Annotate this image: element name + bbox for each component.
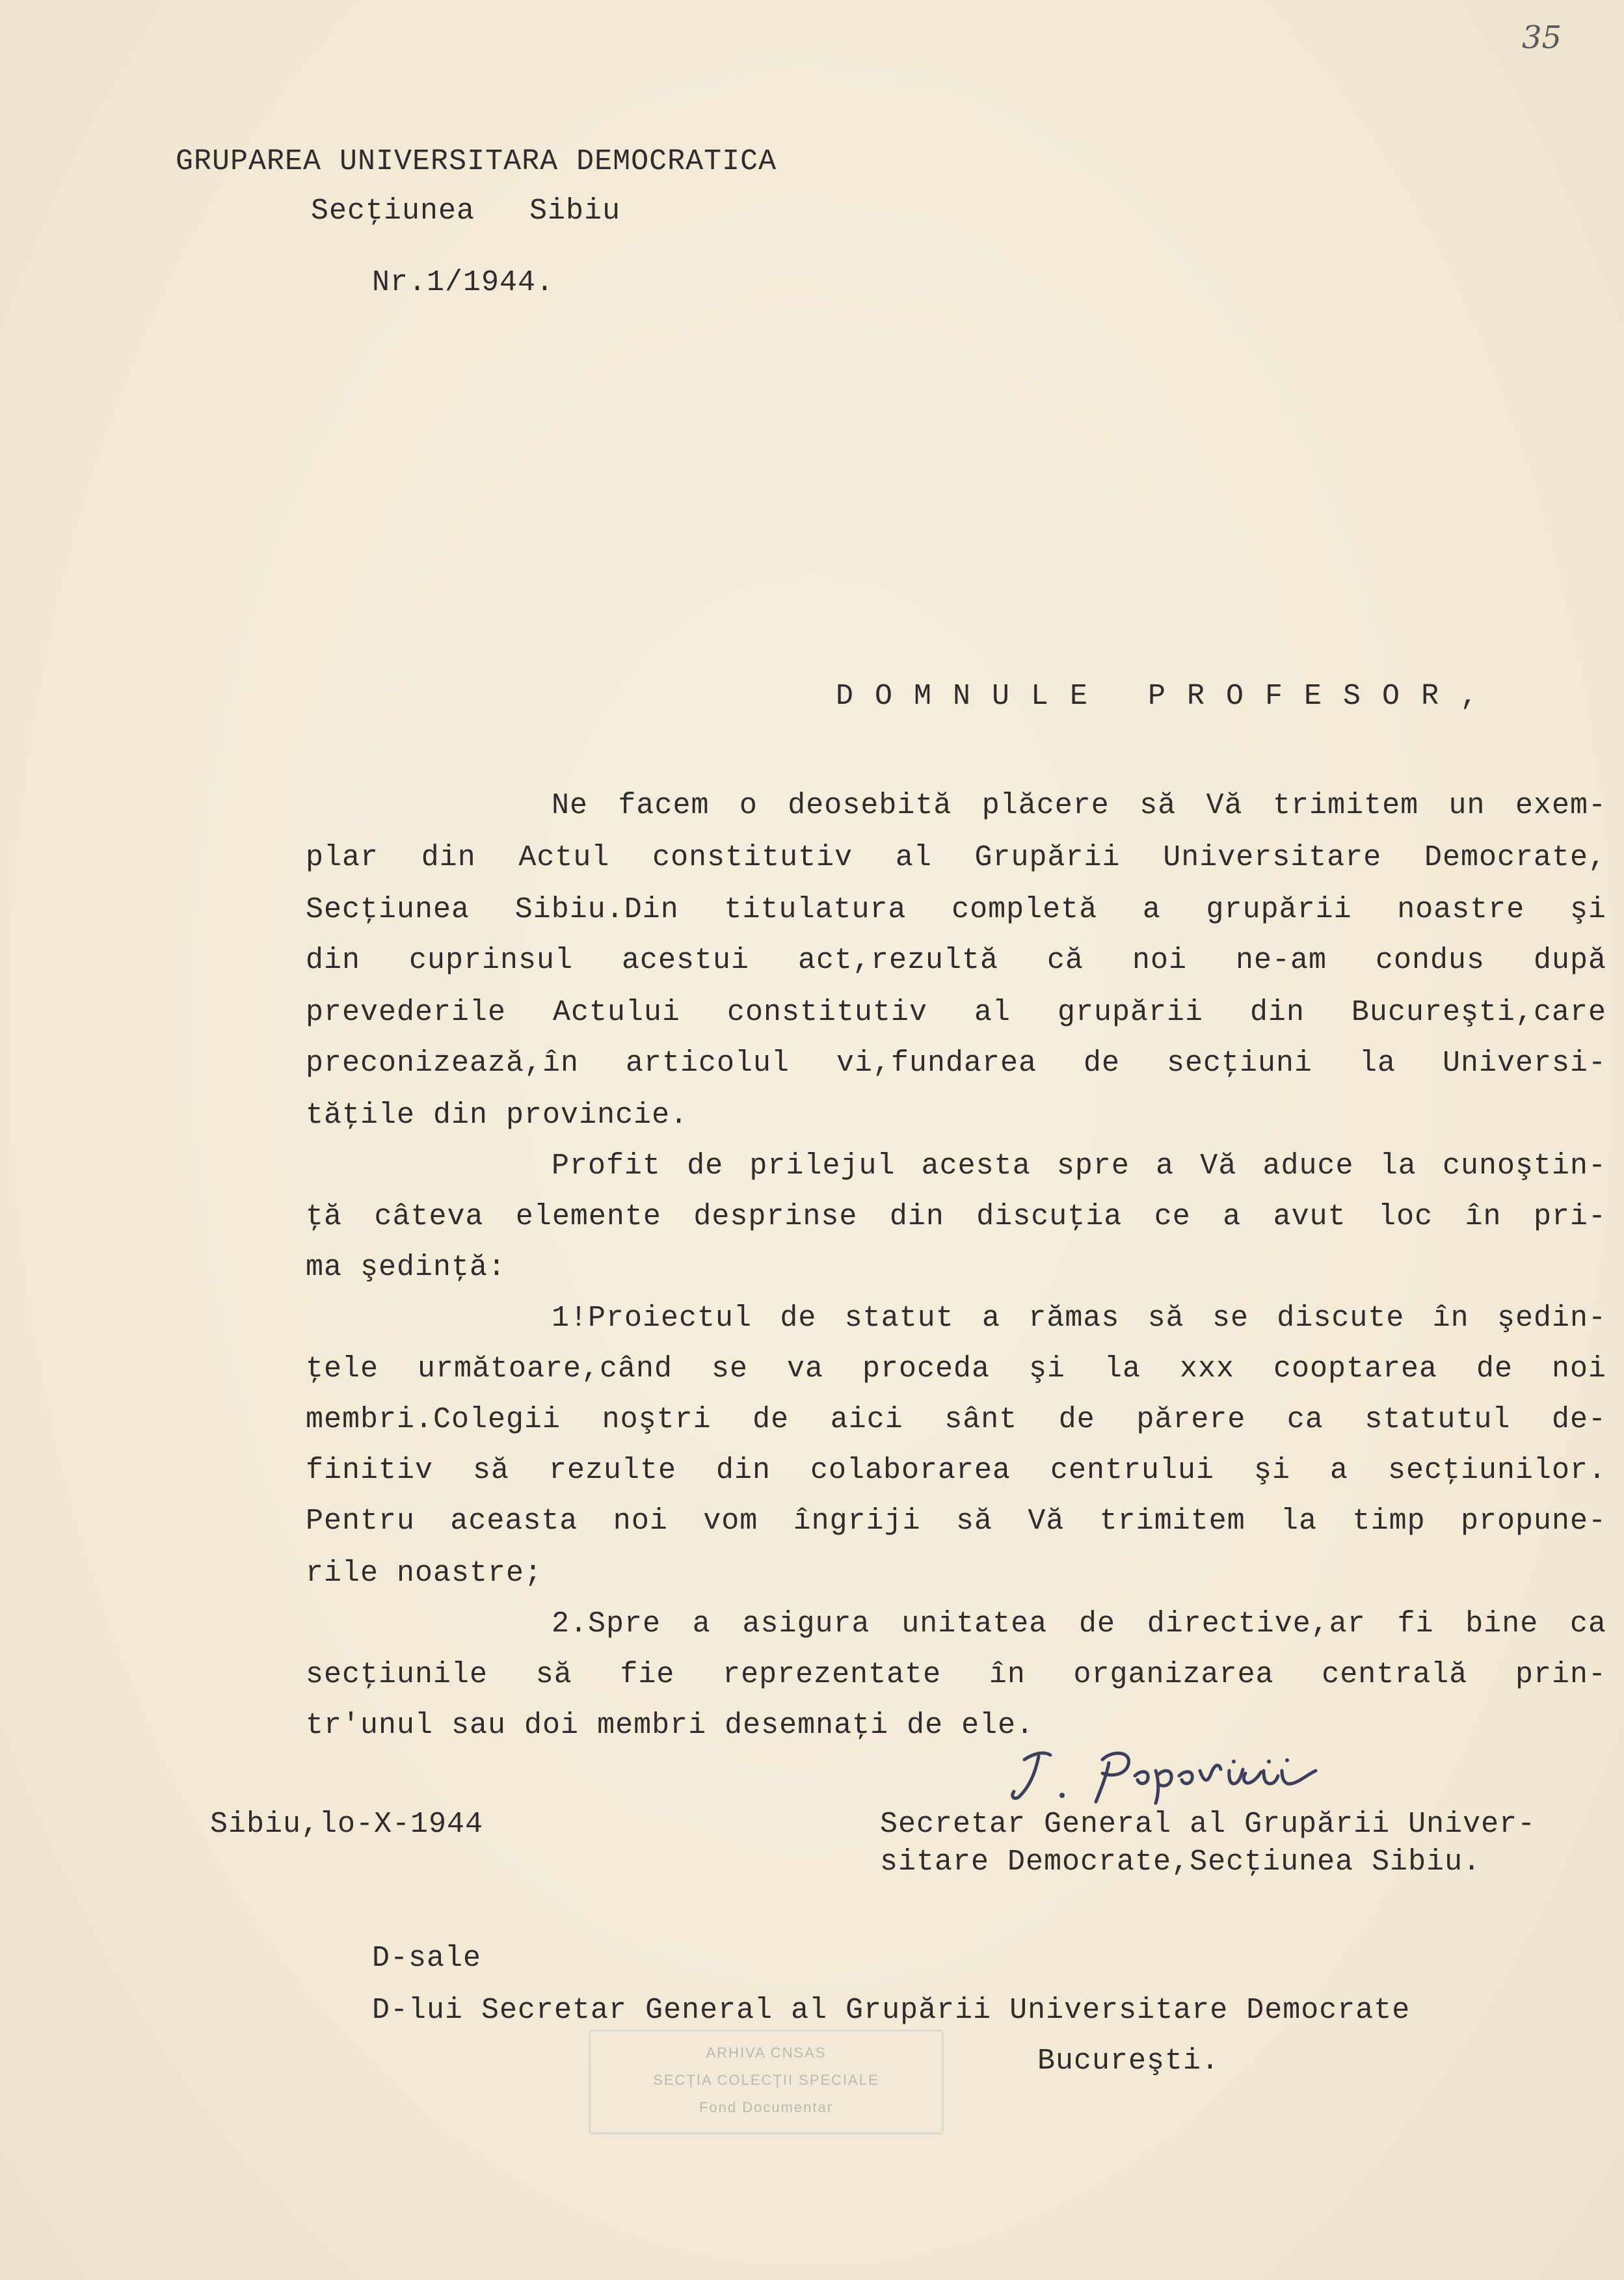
body-line: tăţile din provincie.: [306, 1099, 689, 1132]
body-line: 1!Proiectul de statut a rămas să se discute în şedin-: [552, 1302, 1606, 1335]
body-line: preconizează,în articolul vi,fundarea de secţiuni la Universi-: [306, 1047, 1606, 1080]
body-line: Ne facem o deosebită plăcere să Vă trimitem un exem-: [552, 789, 1606, 822]
body-line: membri.Colegii noştri de aici sânt de părere ca statutul de-: [306, 1403, 1606, 1436]
body-line: Profit de prilejul acesta spre a Vă aduce la cunoştin-: [552, 1149, 1606, 1183]
body-line: plar din Actul constitutiv al Grupării Universitare Democrate,: [306, 841, 1606, 874]
signatory-line-1: Secretar General al Grupării Univer-: [880, 1808, 1536, 1841]
stamp-line-2: SECŢIA COLECŢII SPECIALE: [653, 2072, 879, 2088]
salutation: DOMNULE PROFESOR,: [836, 680, 1500, 713]
body-line: secţiunile să fie reprezentate în organizarea centrală prin-: [306, 1658, 1606, 1691]
handwritten-signature: [1005, 1724, 1343, 1808]
body-line: finitiv să rezulte din colaborarea centrului şi a secţiunilor.: [306, 1454, 1606, 1487]
body-line: ma şedinţă:: [306, 1251, 507, 1284]
body-line: din cuprinsul acestui act,rezultă că noi ne-am condus după: [306, 944, 1606, 977]
body-line: prevederile Actului constitutiv al grupării din Bucureşti,care: [306, 996, 1606, 1029]
archive-stamp: [589, 2030, 944, 2134]
place-and-date: Sibiu,lo-X-1944: [210, 1808, 484, 1841]
body-line: 2.Spre a asigura unitatea de directive,ar fi bine ca: [552, 1607, 1606, 1641]
addressee-line-2: D-lui Secretar General al Grupării Universitare Democrate: [372, 1994, 1411, 2027]
organization-header: GRUPAREA UNIVERSITARA DEMOCRATICA: [176, 145, 777, 178]
body-line: ţele următoare,când se va proceda şi la xxx cooptarea de noi: [306, 1352, 1606, 1386]
body-line: rile noastre;: [306, 1557, 543, 1590]
reference-number: Nr.1/1944.: [372, 266, 555, 299]
body-line: Secţiunea Sibiu.Din titulatura completă a grupării noastre şi: [306, 893, 1606, 926]
stamp-line-1: ARHIVA CNSAS: [706, 2045, 827, 2061]
signatory-line-2: sitare Democrate,Secţiunea Sibiu.: [880, 1845, 1482, 1879]
body-line: tr'unul sau doi membri desemnaţi de ele.: [306, 1709, 1035, 1742]
page-number: 35: [1522, 20, 1562, 56]
stamp-line-3: Fond Documentar: [699, 2099, 834, 2115]
addressee-line-1: D-sale: [372, 1942, 482, 1975]
section-header: Secţiunea Sibiu: [311, 194, 621, 228]
body-line: Pentru aceasta noi vom îngriji să Vă trimitem la timp propune-: [306, 1505, 1606, 1538]
addressee-line-3: Bucureşti.: [1037, 2045, 1220, 2078]
body-line: ţă câteva elemente desprinse din discuţia ce a avut loc în pri-: [306, 1200, 1606, 1233]
